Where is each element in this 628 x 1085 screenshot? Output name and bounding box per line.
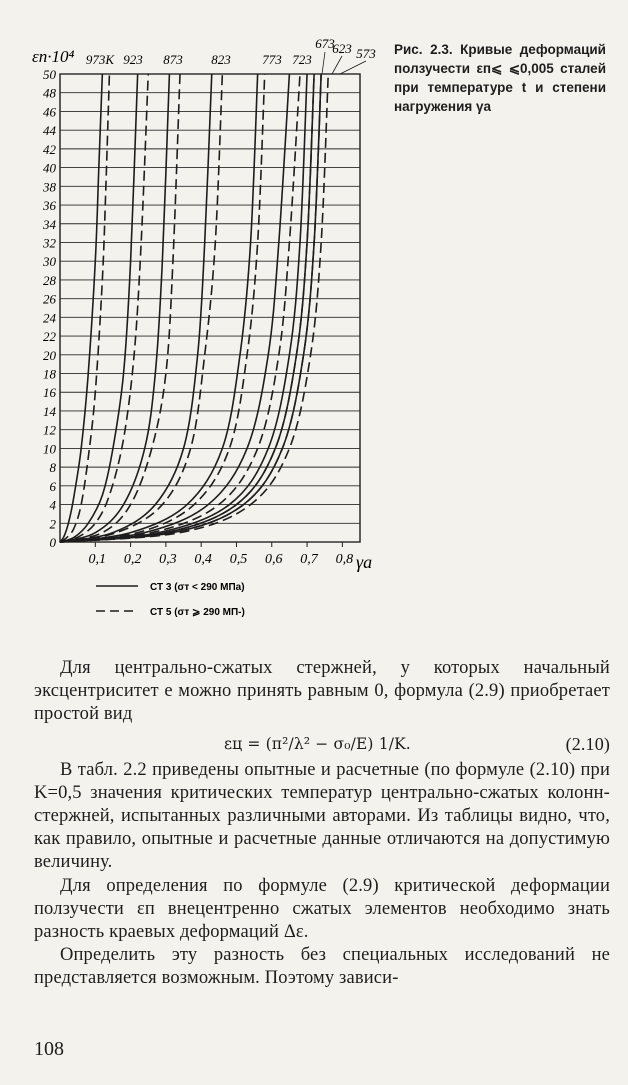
y-tick-label: 40 — [43, 160, 56, 176]
y-tick-label: 10 — [43, 441, 56, 457]
y-tick-label: 16 — [43, 385, 56, 401]
figure-caption — [394, 40, 606, 116]
y-tick-label: 2 — [49, 516, 56, 532]
temperature-label: 823 — [211, 52, 231, 67]
body-text — [34, 657, 610, 991]
page-number: 108 — [34, 1038, 64, 1060]
series-line-15 — [60, 74, 314, 542]
series-line-3 — [60, 74, 138, 542]
y-tick-label: 46 — [43, 104, 56, 120]
x-tick-label: 0,4 — [194, 552, 212, 567]
y-tick-label: 12 — [43, 422, 56, 438]
series-line-2 — [60, 74, 109, 542]
y-tick-label: 30 — [43, 254, 56, 270]
temperature-label: 923 — [123, 52, 143, 67]
y-tick-label: 6 — [49, 478, 56, 494]
formula-number: (2.10) — [565, 733, 610, 754]
temperature-label: 673 — [315, 36, 335, 51]
x-tick-label: 0,2 — [123, 552, 142, 567]
x-tick-label: 0,1 — [88, 552, 107, 567]
y-tick-label: 44 — [43, 123, 56, 139]
y-tick-label: 22 — [43, 329, 56, 345]
y-tick-label: 48 — [43, 85, 56, 101]
paragraph-1: Для центрально-сжатых стержней, у которых начальный эксцентриситет e можно принять равным 0, формула (2.9) приобретает простой вид — [34, 658, 610, 725]
series-line-5 — [60, 74, 169, 542]
x-tick-label: 0,8 — [335, 552, 354, 567]
paragraph-4: Определить эту разность без специальных исследований не представляется возможным. Поэтому зависи- — [34, 945, 610, 989]
label-leader — [340, 61, 366, 74]
temperature-label: 873 — [163, 52, 183, 67]
caption-text: Кривые деформаций ползучести εп⩽ ⩽0,005 сталей при температуре t и степени нагружения γa — [394, 42, 606, 114]
x-tick-label: 0,5 — [229, 552, 248, 567]
x-tick-label: 0,3 — [159, 552, 177, 567]
y-tick-label: 36 — [43, 198, 56, 214]
legend — [96, 582, 245, 618]
chart-curves — [60, 74, 328, 542]
y-tick-label: 50 — [43, 67, 56, 82]
temperature-label: 973K — [85, 52, 115, 67]
x-tick-label: 0,6 — [265, 552, 283, 567]
y-tick-label: 28 — [43, 272, 56, 288]
temperature-labels — [86, 36, 376, 74]
label-leader — [322, 52, 325, 74]
formula: εц = (π²/λ² − σ₀/E) 1/K. — [224, 734, 411, 753]
temperature-label: 773 — [262, 52, 282, 67]
y-tick-label: 34 — [43, 216, 56, 232]
legend-dashed-label: СТ 5 (σт ⩾ 290 МП-) — [150, 607, 245, 618]
y-tick-label: 0 — [49, 535, 56, 550]
series-line-9 — [60, 74, 258, 542]
series-line-1 — [60, 74, 102, 542]
label-leader — [332, 56, 342, 74]
series-line-10 — [60, 74, 265, 542]
y-tick-label: 14 — [43, 403, 56, 419]
series-line-13 — [60, 74, 307, 542]
y-tick-label: 4 — [49, 497, 56, 513]
y-tick-label: 38 — [43, 179, 56, 195]
y-tick-label: 32 — [43, 235, 56, 251]
y-tick-label: 20 — [43, 347, 56, 363]
formula-2-10 — [34, 727, 610, 759]
x-tick-label: 0,7 — [300, 552, 318, 567]
y-tick-label: 8 — [49, 460, 56, 476]
temperature-label: 573 — [356, 46, 376, 61]
y-tick-label: 42 — [43, 141, 56, 157]
temperature-label: 623 — [332, 41, 352, 56]
temperature-label: 723 — [292, 52, 312, 67]
paragraph-3: Для определения по формуле (2.9) критической деформации ползучести εп внецентренно сжатых элементов необходимо знать разность краевых деформаций Δε. — [34, 875, 610, 943]
y-axis-label: εп·10⁴ — [32, 47, 75, 66]
caption-label: Рис. 2.3. — [394, 42, 453, 57]
x-axis-label: γa — [356, 552, 373, 572]
paragraph-2: В табл. 2.2 приведены опытные и расчетные (по формуле (2.10) при K=0,5 значения критических температур центрально-сжатых колонн-стержней, испытанных различными авторами. Из таблицы видно, что, как правило, опытные и расчетные данные отличаются на допустимую величину. — [34, 759, 610, 873]
y-tick-label: 26 — [43, 291, 56, 307]
y-tick-label: 18 — [43, 366, 56, 382]
series-line-14 — [60, 74, 314, 542]
series-line-8 — [60, 74, 222, 542]
legend-solid-label: СТ 3 (σт < 290 МПа) — [150, 582, 245, 593]
y-tick-label: 24 — [43, 310, 56, 326]
